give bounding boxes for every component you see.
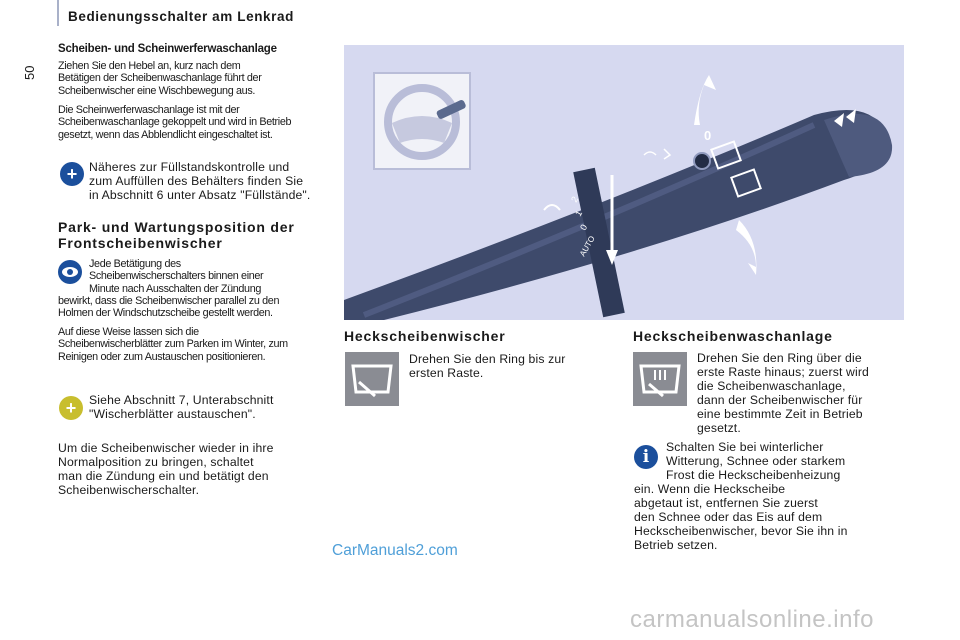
rear-wiper-symbol: [345, 352, 399, 406]
info-icon: i: [634, 445, 658, 469]
arrow-up-icon: [694, 75, 716, 125]
rear-wiper-text: Drehen Sie den Ring bis zur ersten Raste.: [409, 352, 566, 380]
ring-label-auto: AUTO: [577, 234, 597, 258]
rear-washer-heading: Heckscheibenwaschanlage: [633, 328, 833, 344]
rear-washer-text: Drehen Sie den Ring über die erste Raste hinaus; zuerst wird die Scheibenwaschanlage, dann der Scheibenwischer für eine bestimmte Zeit in Betrieb gesetzt.: [697, 351, 869, 435]
park-para1-rest: bewirkt, dass die Scheibenwischer parallel zu den Holmen der Windschutzscheibe gestellt werden.: [58, 295, 280, 320]
wash-symbol-icon: [644, 149, 670, 159]
park-heading: Park- und Wartungsposition der Frontscheibenwischer: [58, 219, 295, 251]
arrow-down-icon: [736, 220, 756, 275]
note-section7: Siehe Abschnitt 7, Unterabschnitt "Wischerblätter austauschen".: [89, 393, 274, 421]
ring-label-0: 0: [578, 222, 590, 232]
watermark-link[interactable]: CarManuals2.com: [332, 542, 458, 559]
winter-note-rest: ein. Wenn die Heckscheibe abgetaut ist, entfernen Sie zuerst den Schnee oder das Eis auf dem Heckscheibenwischer, bevor Sie ihn in Betrieb setzen.: [634, 482, 848, 552]
washer-front-para2: Die Scheinwerferwaschanlage ist mit der Scheibenwaschanlage gekoppelt und wird in Betrieb gesetzt, wenn das Abblendlicht eingeschaltet ist.: [58, 104, 292, 141]
note-fill-level: Näheres zur Füllstandskontrolle und zum Auffüllen des Behälters finden Sie in Abschnitt 6 unter Absatz "Füllstände".: [89, 160, 311, 202]
rear-washer-icon: [633, 352, 687, 406]
wiper-stalk-illustration: [344, 45, 904, 320]
page-title: Bedienungsschalter am Lenkrad: [68, 9, 294, 24]
watermark-footer: carmanualsonline.info: [630, 606, 874, 633]
washer-front-heading: Scheiben- und Scheinwerferwaschanlage: [58, 43, 277, 55]
stalk-drawing: [344, 45, 904, 320]
winter-note-indented: Schalten Sie bei winterlicher Witterung, Schnee oder starkem Frost die Heckscheibenheizung: [666, 440, 846, 482]
plus-icon: +: [60, 162, 84, 186]
eye-icon: [58, 260, 82, 284]
ring-position-label: 0: [704, 128, 712, 143]
rear-washer-symbol: [633, 352, 687, 406]
ring-label-1: 1: [573, 208, 585, 218]
front-wiper-icon: [544, 205, 560, 210]
ring-knob: [694, 153, 710, 169]
rear-wiper-heading: Heckscheibenwischer: [344, 328, 506, 344]
plus-icon: +: [59, 396, 83, 420]
header-rule: [57, 0, 59, 26]
normal-position-text: Um die Scheibenwischer wieder in ihre Normalposition zu bringen, schaltet man die Zündung ein und betätigt den Scheibenwischerschalter.: [58, 441, 274, 497]
ring-label-2: 2: [569, 194, 581, 204]
rear-wiper-icon: [345, 352, 399, 406]
page-number: 50: [22, 65, 37, 80]
park-para1-indented: Jede Betätigung des Scheibenwischerschalters binnen einer Minute nach Ausschalten der Zündung: [89, 258, 264, 295]
park-para2: Auf diese Weise lassen sich die Scheibenwischerblätter zum Parken im Winter, zum Reinigen oder zum Austauschen positionieren.: [58, 326, 288, 363]
washer-front-para1: Ziehen Sie den Hebel an, kurz nach dem Betätigen der Scheibenwaschanlage führt der Scheibenwischer eine Wischbewegung aus.: [58, 60, 262, 97]
